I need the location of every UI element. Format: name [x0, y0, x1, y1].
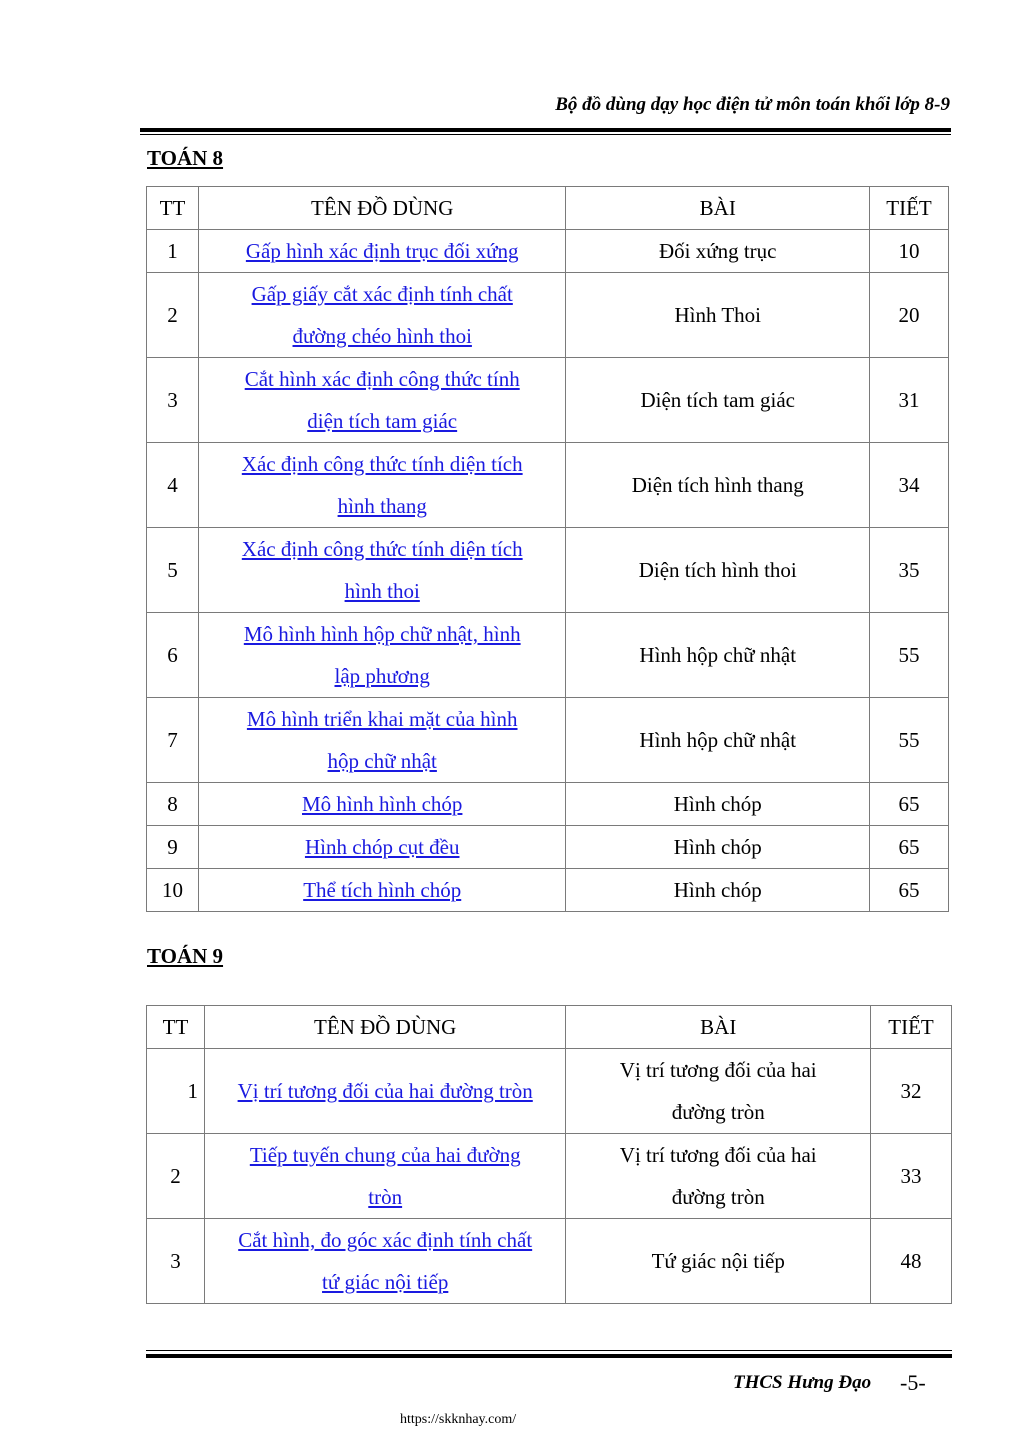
period-cell: 35	[870, 528, 949, 613]
row-number: 1	[147, 230, 199, 273]
lesson-cell	[566, 826, 870, 869]
tool-name-line[interactable]: Xác định công thức tính diện tích	[241, 537, 523, 561]
tool-name-link[interactable]	[198, 230, 565, 273]
table-row	[147, 358, 949, 443]
table-header-row	[147, 187, 949, 230]
lesson-line: đường tròn	[671, 1185, 765, 1209]
tool-name-line[interactable]: Cắt hình xác định công thức tính	[244, 367, 520, 391]
lesson-cell	[566, 358, 870, 443]
column-header-ten-do-dung: TÊN ĐỒ DÙNG	[198, 187, 565, 230]
tool-name-link[interactable]	[204, 1219, 565, 1304]
tool-name-line[interactable]: Tiếp tuyến chung của hai đường	[249, 1143, 521, 1167]
lesson-line: Hình chóp	[673, 878, 762, 902]
lesson-cell	[566, 230, 870, 273]
lesson-line: Vị trí tương đối của hai	[619, 1143, 817, 1167]
tool-name-link[interactable]	[198, 358, 565, 443]
tool-name-line[interactable]: Gấp giấy cắt xác định tính chất	[251, 282, 513, 306]
tool-name-link[interactable]	[204, 1049, 565, 1134]
table-row	[147, 528, 949, 613]
tool-name-line[interactable]: tứ giác nội tiếp	[322, 1270, 449, 1294]
table-header-row	[147, 1006, 952, 1049]
tool-name-line[interactable]: Mô hình triển khai mặt của hình	[246, 707, 518, 731]
lesson-line: Tứ giác nội tiếp	[651, 1249, 785, 1273]
lesson-line: Diện tích tam giác	[640, 388, 795, 412]
header-rule	[140, 128, 951, 132]
tool-name-line[interactable]: Xác định công thức tính diện tích	[241, 452, 523, 476]
row-number: 1	[147, 1049, 205, 1134]
column-header-tiet: TIẾT	[870, 187, 949, 230]
lesson-cell	[566, 1219, 871, 1304]
column-header-tt: TT	[147, 1006, 205, 1049]
lesson-line: đường tròn	[671, 1100, 765, 1124]
tool-name-line[interactable]: Vị trí tương đối của hai đường tròn	[237, 1079, 533, 1103]
tool-name-line[interactable]: hình thang	[337, 494, 427, 518]
column-header-tiet: TIẾT	[871, 1006, 952, 1049]
table-row	[147, 1219, 952, 1304]
tool-name-line[interactable]: Hình chóp cụt đều	[304, 835, 460, 859]
tool-name-line[interactable]: diện tích tam giác	[307, 409, 458, 433]
lesson-line: Diện tích hình thang	[631, 473, 804, 497]
lesson-line: Vị trí tương đối của hai	[619, 1058, 817, 1082]
lesson-line: Hình chóp	[673, 792, 762, 816]
lesson-cell	[566, 783, 870, 826]
period-cell: 33	[871, 1134, 952, 1219]
tool-name-line[interactable]: Mô hình hình hộp chữ nhật, hình	[243, 622, 521, 646]
tool-name-link[interactable]	[198, 528, 565, 613]
period-cell: 55	[870, 698, 949, 783]
period-cell: 31	[870, 358, 949, 443]
lesson-line: Hình hộp chữ nhật	[639, 728, 797, 752]
tool-name-line[interactable]: hình thoi	[344, 579, 420, 603]
period-cell: 55	[870, 613, 949, 698]
period-cell: 34	[870, 443, 949, 528]
lesson-cell	[566, 528, 870, 613]
lesson-line: Hình chóp	[673, 835, 762, 859]
tool-name-link[interactable]	[198, 273, 565, 358]
period-cell: 48	[871, 1219, 952, 1304]
header-title: Bộ đồ dùng dạy học điện tử môn toán khối lớp 8-9	[555, 94, 950, 115]
row-number: 6	[147, 613, 199, 698]
column-header-bai: BÀI	[566, 1006, 871, 1049]
row-number: 2	[147, 1134, 205, 1219]
row-number: 8	[147, 783, 199, 826]
period-cell: 65	[870, 869, 949, 912]
tool-name-link[interactable]	[198, 869, 565, 912]
table-row	[147, 869, 949, 912]
tool-name-line[interactable]: Gấp hình xác định trục đối xứng	[245, 239, 519, 263]
tool-name-line[interactable]: hộp chữ nhật	[327, 749, 437, 773]
column-header-ten-do-dung: TÊN ĐỒ DÙNG	[204, 1006, 565, 1049]
row-number: 3	[147, 1219, 205, 1304]
lesson-cell	[566, 613, 870, 698]
tool-name-link[interactable]	[198, 443, 565, 528]
table-toan8	[146, 186, 949, 912]
table-row	[147, 613, 949, 698]
lesson-cell	[566, 443, 870, 528]
tool-name-line[interactable]: đường chéo hình thoi	[292, 324, 472, 348]
tool-name-line[interactable]: Thể tích hình chóp	[303, 878, 462, 902]
table-row	[147, 1134, 952, 1219]
footer-school: THCS Hưng Đạo	[733, 1372, 872, 1393]
tool-name-link[interactable]	[198, 826, 565, 869]
tool-name-line[interactable]: Cắt hình, đo góc xác định tính chất	[238, 1228, 533, 1252]
footer-url: https://skknhay.com/	[400, 1412, 517, 1427]
row-number: 10	[147, 869, 199, 912]
row-number: 9	[147, 826, 199, 869]
lesson-line: Đối xứng trục	[658, 239, 777, 263]
tool-name-link[interactable]	[204, 1134, 565, 1219]
page-number: -5-	[900, 1370, 926, 1395]
period-cell: 65	[870, 826, 949, 869]
row-number: 5	[147, 528, 199, 613]
row-number: 4	[147, 443, 199, 528]
period-cell: 20	[870, 273, 949, 358]
table-row	[147, 230, 949, 273]
column-header-tt: TT	[147, 187, 199, 230]
period-cell: 10	[870, 230, 949, 273]
table-row	[147, 826, 949, 869]
column-header-bai: BÀI	[566, 187, 870, 230]
tool-name-line[interactable]: Mô hình hình chóp	[302, 792, 463, 816]
row-number: 7	[147, 698, 199, 783]
table-toan9	[146, 1005, 952, 1304]
table-row	[147, 783, 949, 826]
table-row	[147, 698, 949, 783]
tool-name-link[interactable]	[198, 613, 565, 698]
tool-name-link[interactable]	[198, 783, 565, 826]
lesson-cell	[566, 1134, 871, 1219]
footer-rule	[146, 1354, 952, 1358]
lesson-cell	[566, 1049, 871, 1134]
header-rule-thin	[140, 134, 951, 135]
row-number: 3	[147, 358, 199, 443]
tool-name-line[interactable]: lập phương	[334, 664, 430, 688]
lesson-cell	[566, 698, 870, 783]
section-title-toan8: TOÁN 8	[147, 146, 224, 170]
row-number: 2	[147, 273, 199, 358]
tool-name-link[interactable]	[198, 698, 565, 783]
period-cell: 32	[871, 1049, 952, 1134]
period-cell: 65	[870, 783, 949, 826]
tool-name-line[interactable]: tròn	[368, 1185, 403, 1209]
table-row	[147, 273, 949, 358]
lesson-line: Hình hộp chữ nhật	[639, 643, 797, 667]
lesson-line: Hình Thoi	[674, 303, 761, 327]
section-title-toan9: TOÁN 9	[147, 944, 224, 968]
lesson-cell	[566, 869, 870, 912]
lesson-line: Diện tích hình thoi	[638, 558, 797, 582]
lesson-cell	[566, 273, 870, 358]
table-row	[147, 443, 949, 528]
footer-rule-thin	[146, 1350, 952, 1351]
table-row	[147, 1049, 952, 1134]
